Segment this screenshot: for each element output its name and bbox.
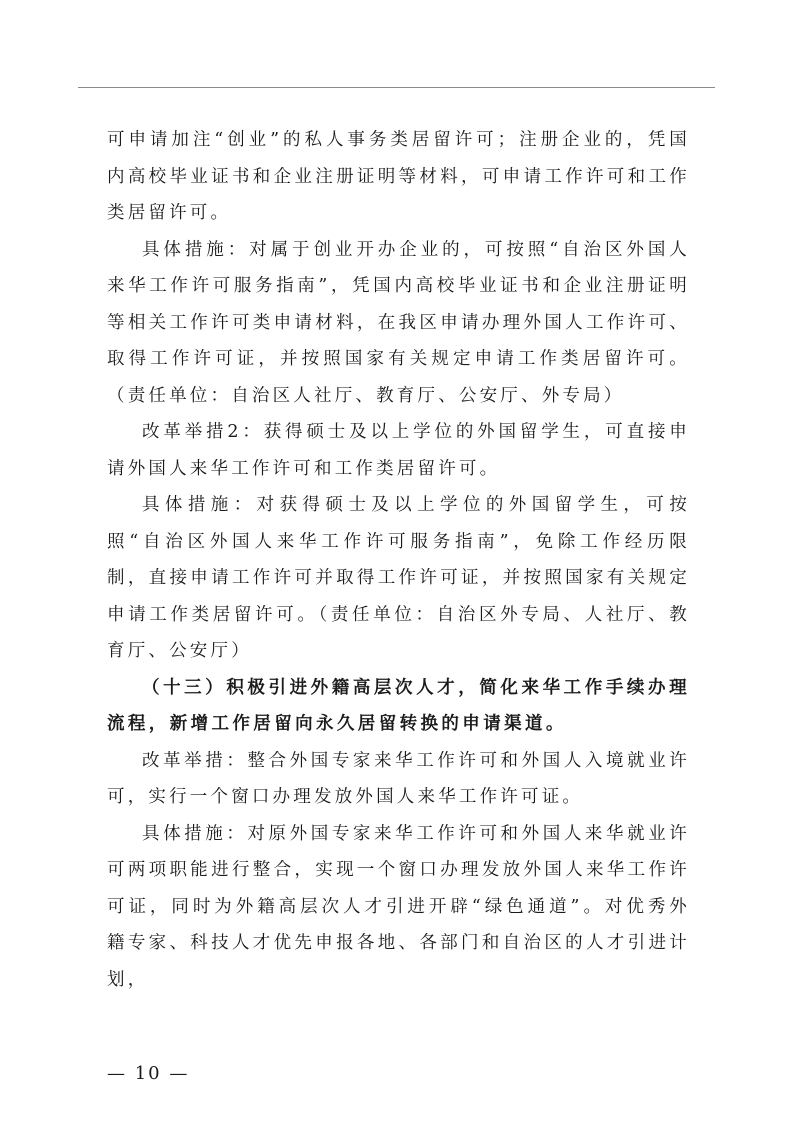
paragraph-measures-graduates: 具体措施：对获得硕士及以上学位的外国留学生，可按照“自治区外国人来华工作许可服务指南”，免除工作经历限制，直接申请工作许可并取得工作许可证，并按照国家有关规定申请工作类居留许可。（责任单位：自治区外专局、人社厅、教育厅、公安厅） (107, 495, 690, 661)
paragraph-continuation: 可申请加注“创业”的私人事务类居留许可；注册企业的，凭国内高校毕业证书和企业注册证明等材料，可申请工作许可和工作类居留许可。 (107, 130, 690, 223)
paragraph-measures-integrate: 具体措施：对原外国专家来华工作许可和外国人来华就业许可两项职能进行整合，实现一个窗口办理发放外国人来华工作许可证，同时为外籍高层次人才引进开辟“绿色通道”。对优秀外籍专家、科技人才优先申报各地、各部门和自治区的人才引进计划， (107, 823, 690, 990)
section-heading-13: （十三）积极引进外籍高层次人才，简化来华工作手续办理流程，新增工作居留向永久居留转换的申请渠道。 (107, 677, 690, 734)
page-number: — 10 — (107, 1063, 190, 1084)
document-body (107, 122, 690, 998)
paragraph-reform-integrate: 改革举措：整合外国专家来华工作许可和外国人入境就业许可，实行一个窗口办理发放外国人来华工作许可证。 (107, 750, 690, 807)
paragraph-measures-startup: 具体措施：对属于创业开办企业的，可按照“自治区外国人来华工作许可服务指南”，凭国内高校毕业证书和企业注册证明等相关工作许可类申请材料，在我区申请办理外国人工作许可、取得工作许可证，并按照国家有关规定申请工作类居留许可。（责任单位：自治区人社厅、教育厅、公安厅、外专局） (107, 239, 690, 406)
header-rule (78, 87, 715, 88)
paragraph-reform-2: 改革举措2：获得硕士及以上学位的外国留学生，可直接申请外国人来华工作许可和工作类居留许可。 (107, 422, 690, 479)
